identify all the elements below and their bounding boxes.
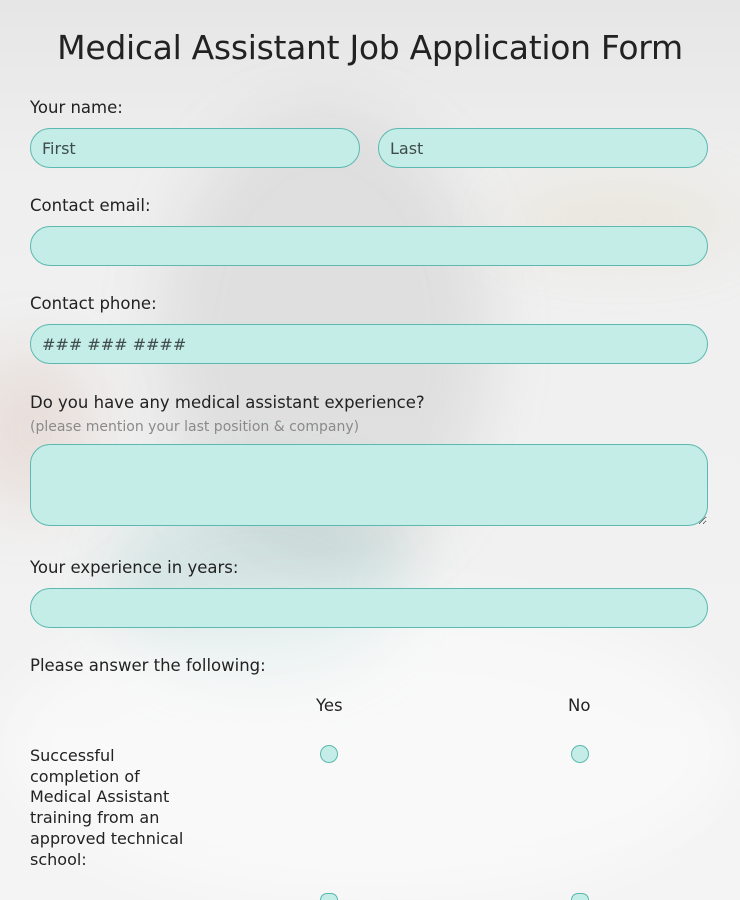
experience-label: Do you have any medical assistant experience? — [30, 393, 425, 412]
question-2-yes-radio[interactable] — [320, 893, 338, 900]
email-input[interactable] — [30, 226, 708, 266]
no-column-header: No — [568, 696, 591, 715]
name-label: Your name: — [30, 98, 123, 117]
experience-textarea[interactable] — [30, 444, 708, 526]
first-name-input[interactable] — [30, 128, 360, 168]
years-input[interactable] — [30, 588, 708, 628]
question-training-no-radio[interactable] — [571, 745, 589, 763]
questions-label: Please answer the following: — [30, 656, 266, 675]
question-2-no-radio[interactable] — [571, 893, 589, 900]
experience-hint: (please mention your last position & company) — [30, 419, 360, 435]
last-name-input[interactable] — [378, 128, 708, 168]
form-title: Medical Assistant Job Application Form — [57, 28, 683, 67]
email-label: Contact email: — [30, 196, 151, 215]
phone-label: Contact phone: — [30, 294, 157, 313]
phone-input[interactable] — [30, 324, 708, 364]
question-training: Successful completion of Medical Assistant training from an approved technical school: — [30, 746, 184, 869]
question-training-yes-radio[interactable] — [320, 745, 338, 763]
years-label: Your experience in years: — [30, 558, 239, 577]
yes-column-header: Yes — [316, 696, 343, 715]
